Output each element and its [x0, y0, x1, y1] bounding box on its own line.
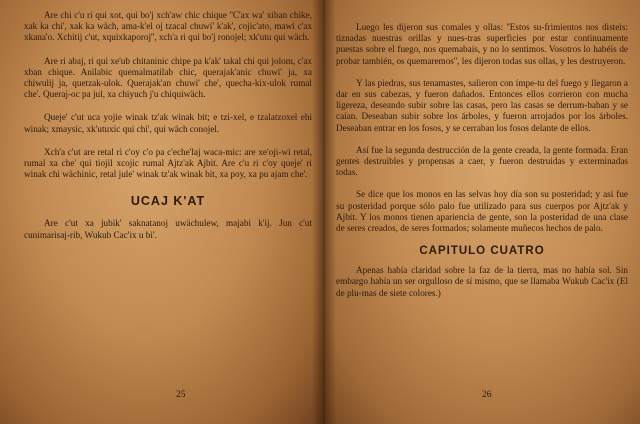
right-paragraph-1: Luego les dijeron sus comales y ollas: ''Estos su-frimientos nos disteis: tiznadas nuestras orillas y nues-tras superficies por estar continuamente puestas sobre el fuego, nos quemabais, y no lo sentimos. Vosotros lo habéis de probar también, os quemaremos'', les dijeron todas sus ollas, y les destruyeron. [336, 22, 628, 66]
right-final-paragraph: Apenas había claridad sobre la faz de la tierra, mas no había sol. Sin embargo había un ser orgulloso de sí mismo, que se llamaba Wukub Cac'ix (El de plu-mas de siete colores.) [336, 265, 628, 298]
left-paragraph-3: Queje' c'ut uca yojie winak tz'ak winak bit; e tzi-xel, e tzalatzoxel ehi winak; xmaysic, xk'utuxic qui chi', qui wäch conojel. [24, 112, 312, 134]
left-paragraph-1: Are chi c'u ri qui xot, qui bo'j xch'aw chic chique ''C'ax wa' xiban chike, xak ka chi', xak ka wäch, ama-k'el oj tzacal chuwi' k'ak', cojic'ato, mawi c'ax xkana'o. Xchitij c'ut, xquixkaporoj'', xch'a ri qui bo'j ronojel; xk'utu qui wäch. [24, 10, 312, 43]
right-paragraph-3: Así fue la segunda destrucción de la gente creada, la gente formada. Eran gentes destruibles y propensas a caer, y fueron destruidas y exterminadas todas. [336, 144, 628, 178]
right-page-number: 26 [482, 390, 492, 400]
right-page [322, 0, 640, 424]
right-paragraph-4: Se dice que los monos en las selvas hoy día son su posteridad; y así fue su posteridad porque sólo palo fue utilizado para sus cuerpos por Ajtz'ak y Ajbit. Y los monos tienen apariencia de gente, son la posteridad de una clase de seres creados, de seres formados; solamente muñecos hechos de palo. [336, 189, 628, 234]
left-paragraph-2: Are ri abaj, ri qui xe'ub chitaninic chipe pa k'ak' takal chi qui jolom, c'ax xban chique. Anilabic quemalmatilab chic, querajak'anic chuwi' ja, xa chiwulij ja, quetzak-ulok. Querajak'an chuwi' che', quecha-kix-ulok rumal che'. Queraj-oc pa jul, xa chiyuch j'u chiquiwäch. [24, 55, 312, 100]
left-paragraph-4: Xch'a c'ut are retal ri c'oy c'o pa c'eche'laj waca-mic: are xe'oji-wi retal, rumal xa che' qui tiojil xcojic rumal Ajtz'ak Ajbit. Are c'u ri c'oy queje' ri winak chi wächinic, retal jule' winak tz'ak winak bit, xa poy, xa pu ajam che'. [24, 146, 312, 180]
left-final-paragraph: Are c'ut xa jubik' saknatanoj uwächulew, majabi k'ij. Jun c'ut cunimarisaj-rib, Wukub Cac'ix u bi'. [24, 218, 312, 240]
left-chapter-heading: UCAJ K'AT [130, 194, 206, 209]
right-paragraph-2: Y las piedras, sus tenamastes, salieron con ímpe-tu del fuego y llegaron a dar en sus cabezas, y fueron dañados. Entonces ellos corrieron con mucha ligereza, deseando subir sobre las casas, pero las casas se derrum-baban y se caían. Deseaban subir sobre los árboles, y fueron arrojados por los árboles. Deseaban entrar en los fosos, y se cerraban los fosos delante de ellos. [336, 77, 628, 133]
right-chapter-heading: CAPITULO CUATRO [419, 245, 545, 258]
left-page-number: 25 [176, 390, 186, 400]
